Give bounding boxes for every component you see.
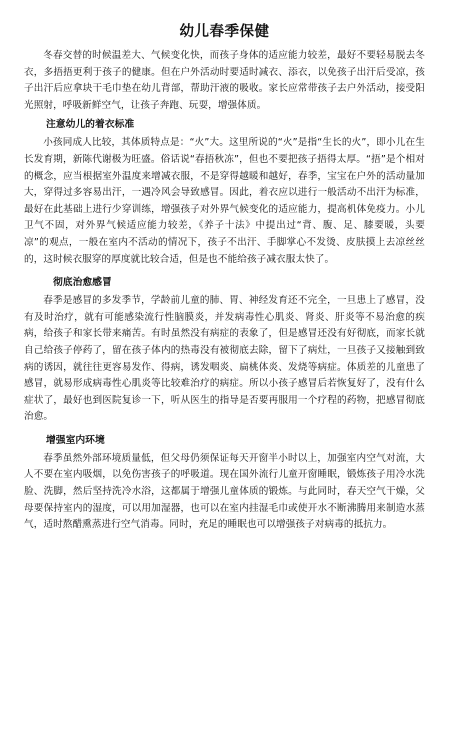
section-heading-cold-cure: 彻底治愈感冒 <box>53 277 112 289</box>
section-paragraph-clothing: 小孩同成人比较，其体质特点是：“火”大。这里所说的“火”是指“生长的火”，即小儿在生长发育期，新陈代谢极为旺盛。俗话说“春捂秋冻”，但也不要把孩子捂得太厚。“捂”是个相对的概念，应当根据室外温度来增减衣服，不是穿得越暖和越好，春季，宝宝在户外的活动量加大，穿得过多容易出汗，一遇冷风会导致感冒。因此，着衣应以进行一般活动不出汗为标准，最好在此基础上进行少穿训练，增强孩子对外界气候变化的适应能力，提高机体免疫力。小儿卫气不固，对外界气候适应能力较差，《养子十法》中提出过“背、腹、足、膝要暖，头要凉”的观点，一般在室内不活动的情况下，孩子不出汗、手脚掌心不发烫、皮肤摸上去凉丝丝的，这时候衣服穿的厚度就比较合适，但是也不能给孩子减衣服太快了。 <box>24 137 425 265</box>
section-heading-indoor-environment: 增强室内环境 <box>46 434 105 446</box>
section-heading-clothing: 注意幼儿的着衣标准 <box>46 119 135 131</box>
intro-paragraph: 冬春交替的时候温差大、气候变化快，而孩子身体的适应能力较差，最好不要轻易脱去冬衣，多捂捂更利于孩子的健康。但在户外活动时要适时减衣、添衣，以免孩子出汗后受凉，孩子出汗后应拿块干毛巾垫在幼儿背部，帮助汗液的吸收。家长应常带孩子去户外活动，接受阳光照射，呼吸新鲜空气，让孩子奔跑、玩耍，增强体质。 <box>24 50 425 111</box>
section-paragraph-cold-cure: 春季是感冒的多发季节，学龄前儿童的肺、胃、神经发育还不完全，一旦患上了感冒，没有及时治疗，就有可能感染流行性脑膜炎，并发病毒性心肌炎、肾炎、肝炎等不易治愈的疾病，给孩子和家长带来痛苦。有时虽然没有病症的表象了，但是感冒还没有好彻底，而家长就自己给孩子停药了，留在孩子体内的热毒没有被彻底去除，留下了病灶，一旦孩子又接触到致病的诱因，就往往更容易发作、得病，诱发咽炎、扁桃体炎、发烧等病症。体质差的儿童患了感冒，就易形成病毒性心肌炎等比较难治疗的病症。所以小孩子感冒后若恢复好了，没有什么症状了，最好也到医院复诊一下，听从医生的指导是否要再服用一个疗程的药物，把感冒彻底治愈。 <box>24 295 425 423</box>
document-title: 幼儿春季保健 <box>179 24 270 40</box>
section-paragraph-indoor-environment: 春季虽然外部环境质量低，但父母仍须保证每天开窗半小时以上，加强室内空气对流，大人不要在室内吸烟，以免伤害孩子的呼吸道。现在国外流行儿童开窗睡眠，锻炼孩子用冷水洗脸、洗脚，然后坚持洗冷水浴，这都属于增强儿童体质的锻炼。与此同时，春天空气干燥，父母要保持室内的湿度，可以用加湿器，也可以在室内挂湿毛巾或使开水不断沸腾用来制造水蒸气，适时熬醋熏蒸进行空气消毒。同时，充足的睡眠也可以增强孩子对病毒的抵抗力。 <box>24 452 425 531</box>
